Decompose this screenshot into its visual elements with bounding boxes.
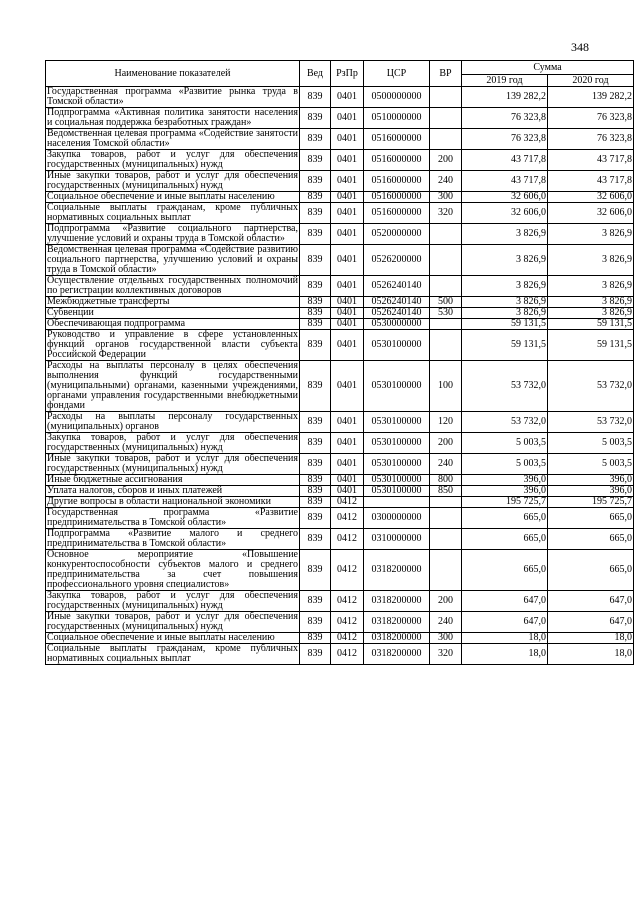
header-name: Наименование показателей [46,61,300,87]
cell-vr: 320 [430,203,462,224]
cell-rzpr: 0401 [331,319,364,330]
table-row [46,87,634,108]
cell-vr: 240 [430,171,462,192]
cell-vr [430,508,462,529]
cell-rzpr: 0401 [331,129,364,150]
cell-rzpr: 0412 [331,591,364,612]
cell-2019: 76 323,8 [462,108,548,129]
cell-ved: 839 [300,319,331,330]
header-2020: 2020 год [548,75,634,87]
cell-name: Межбюджетные трансферты [46,297,300,308]
cell-vr [430,87,462,108]
cell-2020: 665,0 [548,508,634,529]
cell-ved: 839 [300,203,331,224]
cell-rzpr: 0401 [331,433,364,454]
cell-name: Закупка товаров, работ и услуг для обеспечения государственных (муниципальных) нужд [47,590,298,611]
cell-rzpr: 0401 [331,224,364,245]
cell-rzpr: 0401 [331,276,364,297]
table-body [46,87,634,665]
cell-rzpr: 0401 [331,454,364,475]
cell-2020: 665,0 [548,529,634,550]
table-row [46,412,634,433]
cell-2020: 647,0 [548,591,634,612]
cell-2019: 59 131,5 [462,330,548,361]
cell-rzpr: 0401 [331,171,364,192]
cell-2020: 53 732,0 [548,361,634,412]
cell-ved: 839 [300,433,331,454]
cell-ved: 839 [300,633,331,644]
cell-ved: 839 [300,308,331,319]
cell-2019: 3 826,9 [462,308,548,319]
cell-csr: 0530100000 [364,486,430,497]
cell-2020: 3 826,9 [548,297,634,308]
cell-rzpr: 0401 [331,361,364,412]
cell-2019: 76 323,8 [462,129,548,150]
cell-name: Иные закупки товаров, работ и услуг для обеспечения государственных (муниципальных) нужд [47,611,298,632]
cell-rzpr: 0401 [331,203,364,224]
cell-ved: 839 [300,412,331,433]
header-rzpr: РзПр [331,61,364,87]
cell-rzpr: 0412 [331,612,364,633]
cell-name: Расходы на выплаты персоналу государственных (муниципальных) органов [47,411,298,432]
cell-rzpr: 0401 [331,297,364,308]
cell-csr: 0530000000 [364,319,430,330]
table-row [46,486,634,497]
cell-2020: 3 826,9 [548,276,634,297]
cell-vr: 320 [430,644,462,665]
cell-vr: 200 [430,150,462,171]
header-sum: Сумма [462,61,634,75]
header-csr: ЦСР [364,61,430,87]
cell-ved: 839 [300,87,331,108]
table-row [46,192,634,203]
cell-ved: 839 [300,108,331,129]
cell-2020: 43 717,8 [548,150,634,171]
cell-vr: 850 [430,486,462,497]
cell-2020: 195 725,7 [548,497,634,508]
cell-2020: 53 732,0 [548,412,634,433]
cell-ved: 839 [300,297,331,308]
cell-vr: 120 [430,412,462,433]
cell-ved: 839 [300,224,331,245]
cell-2019: 396,0 [462,486,548,497]
cell-2020: 18,0 [548,644,634,665]
cell-csr: 0318200000 [364,644,430,665]
cell-2020: 396,0 [548,486,634,497]
cell-csr: 0526240140 [364,276,430,297]
cell-name: Социальные выплаты гражданам, кроме публичных нормативных социальных выплат [47,202,298,223]
table-row [46,433,634,454]
table-row [46,308,634,319]
cell-csr: 0510000000 [364,108,430,129]
cell-vr: 800 [430,475,462,486]
cell-name: Социальное обеспечение и иные выплаты населению [46,633,300,644]
cell-ved: 839 [300,591,331,612]
cell-name: Руководство и управление в сфере установленных функций органов государственной власти субъекта Российской Федерации [47,329,298,360]
cell-csr: 0530100000 [364,361,430,412]
cell-vr [430,129,462,150]
cell-csr: 0310000000 [364,529,430,550]
cell-name: Ведомственная целевая программа «Содействие развитию социального партнерства, улучшению условий и охраны труда в Томской области» [47,244,298,275]
cell-vr: 300 [430,192,462,203]
cell-csr: 0300000000 [364,508,430,529]
cell-2020: 43 717,8 [548,171,634,192]
cell-2020: 5 003,5 [548,454,634,475]
table-row [46,276,634,297]
cell-csr: 0526240140 [364,297,430,308]
cell-name: Государственная программа «Развитие предпринимательства в Томской области» [47,507,298,528]
cell-vr [430,330,462,361]
header-ved: Вед [300,61,331,87]
cell-name: Подпрограмма «Развитие социального партнерства, улучшение условий и охраны труда в Томской области» [47,223,298,244]
cell-2019: 195 725,7 [462,497,548,508]
cell-rzpr: 0401 [331,330,364,361]
header-2019: 2019 год [462,75,548,87]
cell-csr: 0530100000 [364,330,430,361]
cell-2020: 3 826,9 [548,308,634,319]
cell-2020: 3 826,9 [548,224,634,245]
cell-2019: 5 003,5 [462,433,548,454]
cell-csr: 0526200000 [364,245,430,276]
cell-csr: 0500000000 [364,87,430,108]
cell-vr: 200 [430,591,462,612]
table-row [46,129,634,150]
cell-ved: 839 [300,171,331,192]
cell-2019: 32 606,0 [462,192,548,203]
cell-name: Социальное обеспечение и иные выплаты населению [46,192,300,203]
cell-csr: 0530100000 [364,454,430,475]
cell-name: Социальные выплаты гражданам, кроме публичных нормативных социальных выплат [47,643,298,664]
cell-2019: 53 732,0 [462,361,548,412]
cell-csr: 0516000000 [364,129,430,150]
cell-rzpr: 0412 [331,550,364,591]
cell-vr [430,529,462,550]
cell-vr: 240 [430,612,462,633]
cell-name: Иные закупки товаров, работ и услуг для обеспечения государственных (муниципальных) нужд [47,453,298,474]
cell-csr: 0516000000 [364,192,430,203]
budget-table [45,60,634,665]
cell-ved: 839 [300,508,331,529]
cell-2019: 5 003,5 [462,454,548,475]
cell-name: Другие вопросы в области национальной экономики [46,497,300,508]
cell-ved: 839 [300,361,331,412]
table-row [46,497,634,508]
cell-csr: 0318200000 [364,612,430,633]
cell-2019: 647,0 [462,591,548,612]
cell-name: Уплата налогов, сборов и иных платежей [46,486,300,497]
cell-vr [430,497,462,508]
cell-csr: 0530100000 [364,475,430,486]
cell-name: Обеспечивающая подпрограмма [46,319,300,330]
cell-ved: 839 [300,475,331,486]
cell-vr: 300 [430,633,462,644]
table-row [46,612,634,633]
cell-rzpr: 0401 [331,475,364,486]
cell-rzpr: 0412 [331,529,364,550]
cell-2019: 43 717,8 [462,171,548,192]
cell-ved: 839 [300,644,331,665]
cell-2019: 3 826,9 [462,245,548,276]
cell-2020: 3 826,9 [548,245,634,276]
table-row [46,203,634,224]
cell-rzpr: 0401 [331,412,364,433]
cell-2019: 3 826,9 [462,224,548,245]
cell-csr: 0516000000 [364,203,430,224]
cell-ved: 839 [300,245,331,276]
table-row [46,150,634,171]
cell-rzpr: 0401 [331,486,364,497]
table-row [46,171,634,192]
cell-vr [430,319,462,330]
cell-2019: 3 826,9 [462,297,548,308]
cell-name: Ведомственная целевая программа «Содействие занятости населения Томской области» [47,128,298,149]
table-row [46,108,634,129]
cell-vr: 500 [430,297,462,308]
cell-name: Иные бюджетные ассигнования [46,475,300,486]
cell-ved: 839 [300,486,331,497]
cell-2019: 32 606,0 [462,203,548,224]
cell-name: Субвенции [46,308,300,319]
cell-2019: 396,0 [462,475,548,486]
cell-rzpr: 0412 [331,508,364,529]
cell-2020: 32 606,0 [548,192,634,203]
cell-2019: 139 282,2 [462,87,548,108]
cell-vr: 240 [430,454,462,475]
cell-ved: 839 [300,550,331,591]
cell-csr: 0318200000 [364,550,430,591]
cell-2019: 59 131,5 [462,319,548,330]
cell-2019: 43 717,8 [462,150,548,171]
cell-rzpr: 0401 [331,308,364,319]
cell-vr [430,550,462,591]
cell-vr [430,108,462,129]
cell-vr [430,245,462,276]
table-row [46,550,634,591]
cell-rzpr: 0401 [331,108,364,129]
cell-csr: 0530100000 [364,433,430,454]
cell-csr: 0530100000 [364,412,430,433]
table-row [46,529,634,550]
cell-name: Закупка товаров, работ и услуг для обеспечения государственных (муниципальных) нужд [47,432,298,453]
cell-rzpr: 0412 [331,497,364,508]
cell-2020: 647,0 [548,612,634,633]
cell-2020: 59 131,5 [548,330,634,361]
cell-rzpr: 0401 [331,150,364,171]
cell-csr: 0318200000 [364,633,430,644]
table-row [46,319,634,330]
table-row [46,508,634,529]
cell-2019: 18,0 [462,633,548,644]
table-row [46,475,634,486]
cell-2020: 665,0 [548,550,634,591]
cell-2019: 647,0 [462,612,548,633]
cell-2019: 53 732,0 [462,412,548,433]
table-row [46,330,634,361]
cell-2020: 59 131,5 [548,319,634,330]
cell-rzpr: 0401 [331,192,364,203]
cell-rzpr: 0401 [331,87,364,108]
cell-csr: 0318200000 [364,591,430,612]
cell-ved: 839 [300,454,331,475]
cell-ved: 839 [300,529,331,550]
cell-ved: 839 [300,612,331,633]
table-row [46,224,634,245]
header-vr: ВР [430,61,462,87]
cell-vr [430,224,462,245]
table-row [46,633,634,644]
cell-name: Подпрограмма «Развитие малого и среднего предпринимательства в Томской области» [47,528,298,549]
cell-vr [430,276,462,297]
table-row [46,361,634,412]
cell-2020: 396,0 [548,475,634,486]
cell-csr [364,497,430,508]
table-row [46,591,634,612]
cell-ved: 839 [300,276,331,297]
cell-name: Подпрограмма «Активная политика занятости населения и социальная поддержка безработных граждан» [47,107,298,128]
cell-ved: 839 [300,330,331,361]
cell-2020: 18,0 [548,633,634,644]
cell-vr: 100 [430,361,462,412]
cell-name: Расходы на выплаты персоналу в целях обеспечения выполнения функций государственными (муниципальными) органами, казенными учреждениями, органами управления государственными внебюджетными фондами [47,360,298,411]
cell-2020: 139 282,2 [548,87,634,108]
table-row [46,644,634,665]
cell-ved: 839 [300,150,331,171]
cell-2020: 76 323,8 [548,129,634,150]
cell-name: Государственная программа «Развитие рынка труда в Томской области» [47,86,298,107]
table-header [46,61,634,87]
cell-rzpr: 0401 [331,245,364,276]
cell-csr: 0526240140 [364,308,430,319]
cell-vr: 200 [430,433,462,454]
cell-ved: 839 [300,192,331,203]
page-number: 348 [571,40,589,54]
cell-name: Закупка товаров, работ и услуг для обеспечения государственных (муниципальных) нужд [47,149,298,170]
cell-2020: 5 003,5 [548,433,634,454]
cell-2019: 665,0 [462,550,548,591]
cell-2020: 32 606,0 [548,203,634,224]
cell-name: Основное мероприятие «Повышение конкурентоспособности субъектов малого и среднего предпринимательства за счет повышения профессионального уровня специалистов» [47,549,298,590]
cell-2020: 76 323,8 [548,108,634,129]
cell-csr: 0516000000 [364,150,430,171]
table-row [46,245,634,276]
cell-2019: 665,0 [462,529,548,550]
cell-csr: 0516000000 [364,171,430,192]
cell-ved: 839 [300,129,331,150]
cell-vr: 530 [430,308,462,319]
cell-2019: 3 826,9 [462,276,548,297]
cell-name: Иные закупки товаров, работ и услуг для обеспечения государственных (муниципальных) нужд [47,170,298,191]
cell-name: Осуществление отдельных государственных полномочий по регистрации коллективных договоров [47,275,298,296]
cell-2019: 18,0 [462,644,548,665]
cell-ved: 839 [300,497,331,508]
table-row [46,297,634,308]
table-row [46,454,634,475]
cell-rzpr: 0412 [331,644,364,665]
cell-2019: 665,0 [462,508,548,529]
cell-csr: 0520000000 [364,224,430,245]
cell-rzpr: 0412 [331,633,364,644]
